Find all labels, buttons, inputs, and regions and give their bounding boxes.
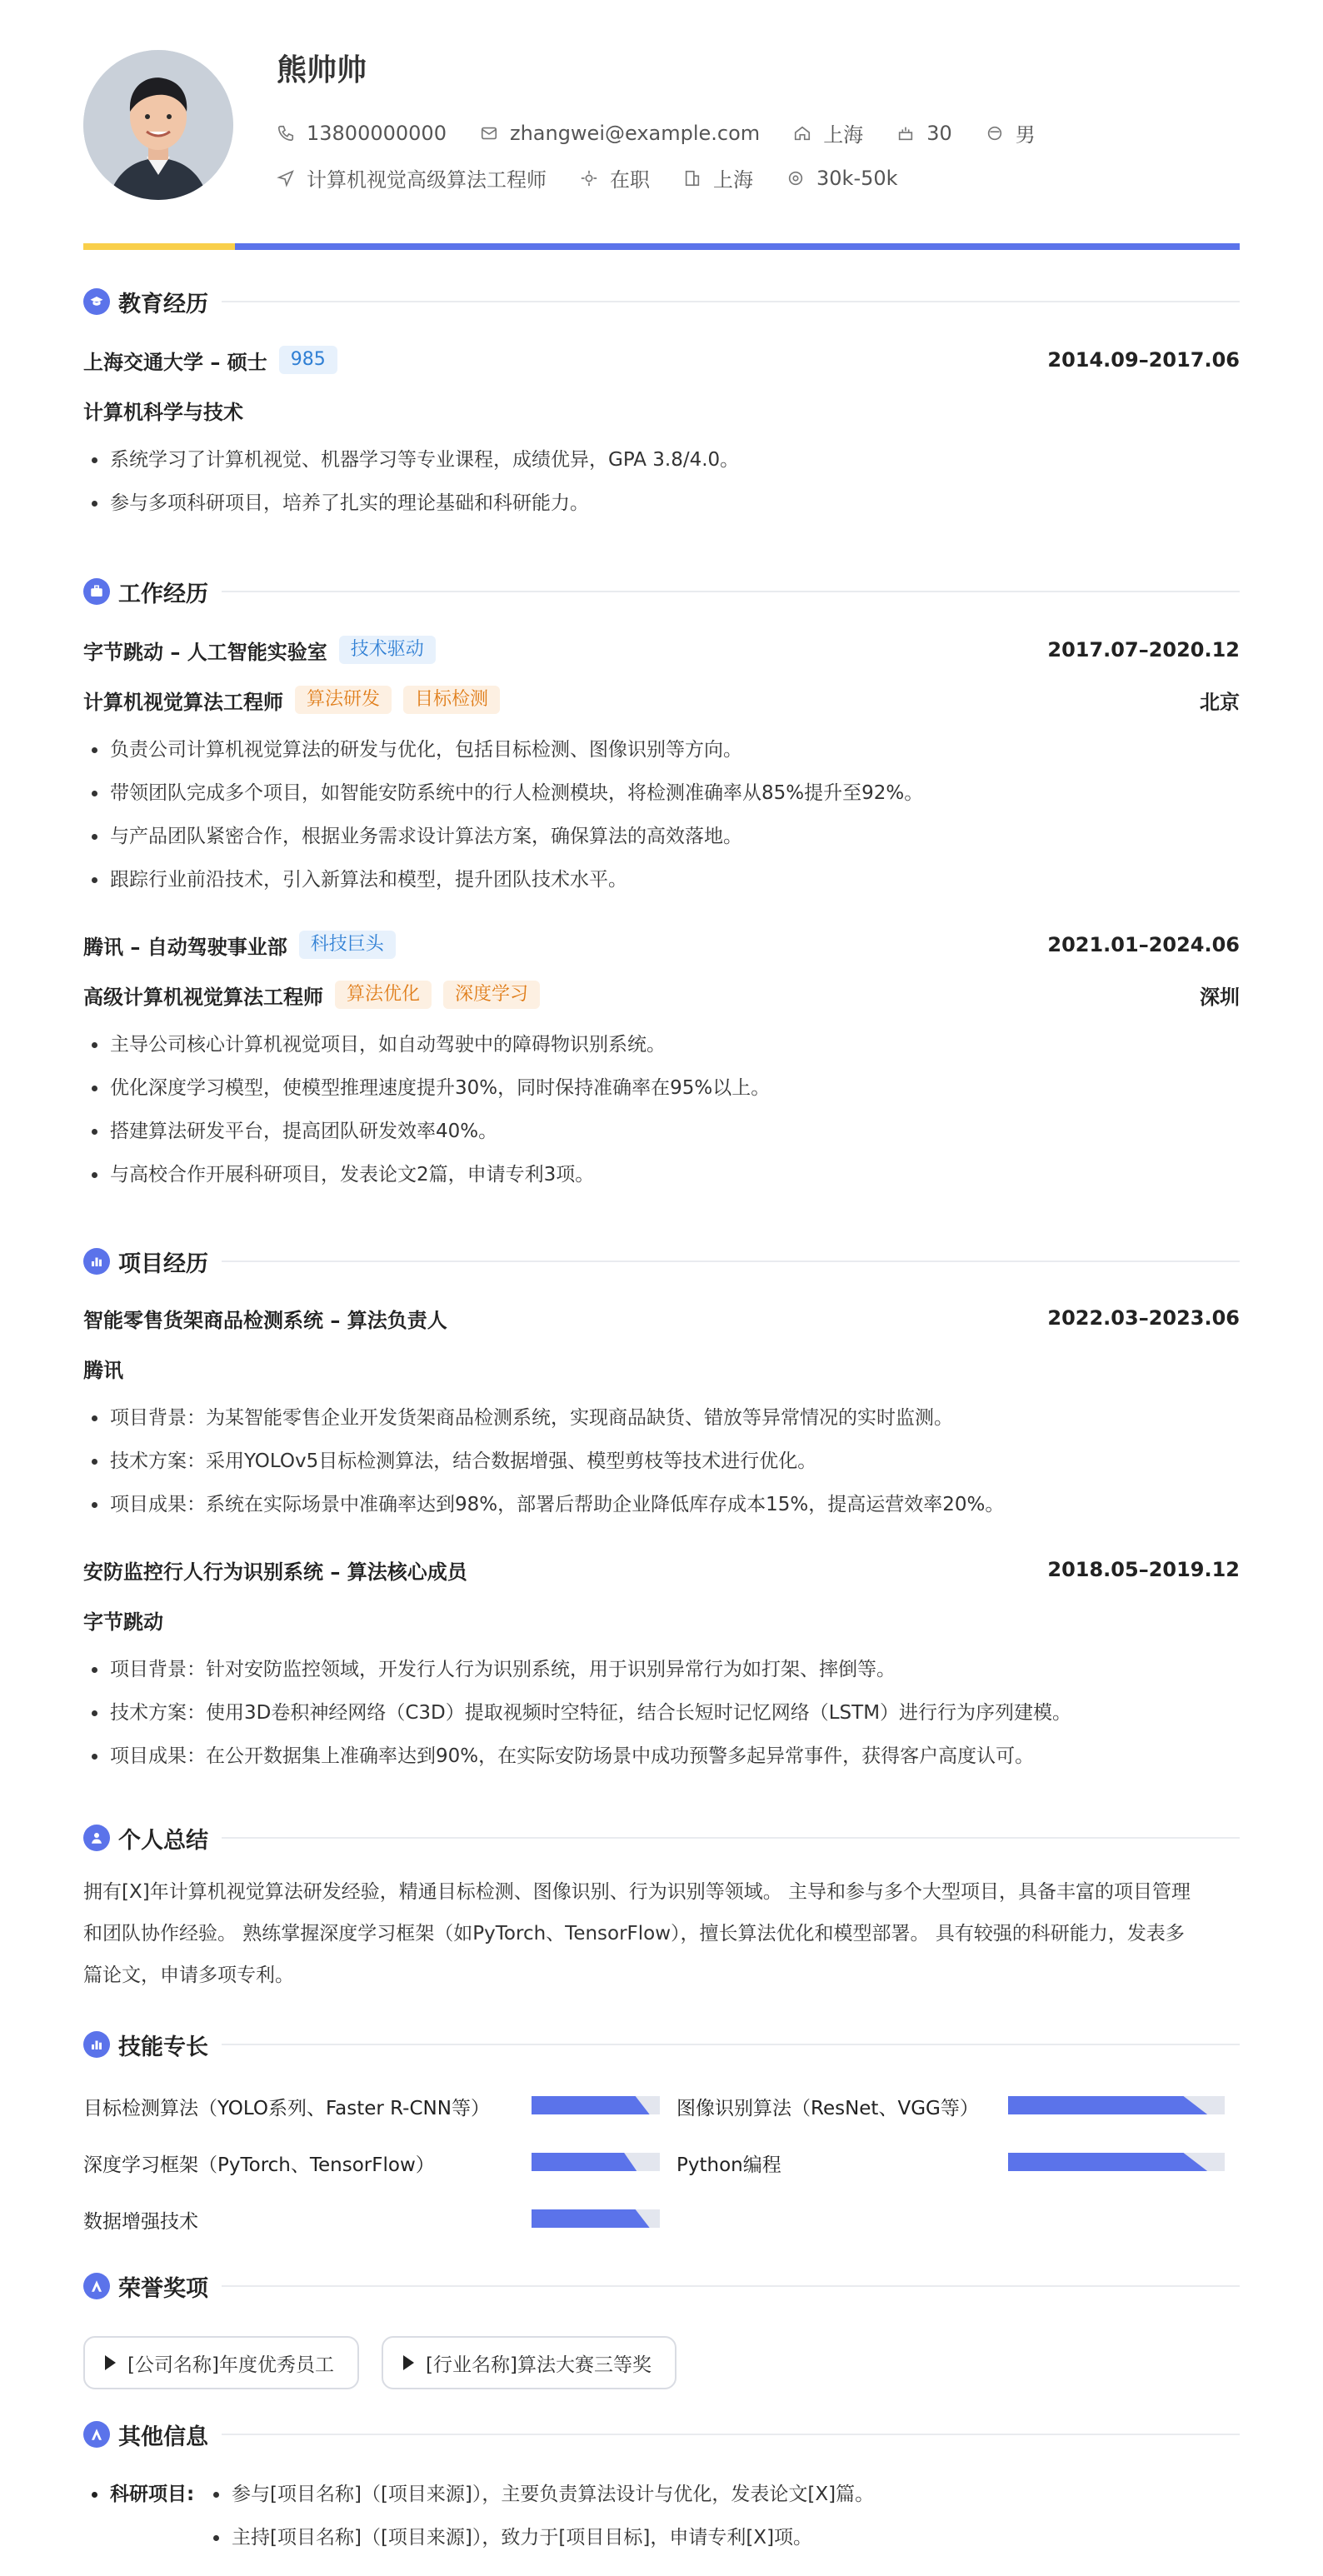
- salary-info: [786, 167, 898, 190]
- skill-bar: [532, 2096, 660, 2114]
- skill-bar: [532, 2153, 660, 2171]
- project-org: 字节跳动: [83, 1610, 163, 1634]
- skill-name: 图像识别算法（ResNet、VGG等）: [676, 2098, 979, 2119]
- gender-text: 男: [1015, 123, 1036, 147]
- skill-bar-fill: [1008, 2096, 1207, 2114]
- avatar: [83, 50, 233, 200]
- header-divider: [83, 243, 1240, 250]
- skills-section: [83, 2028, 1240, 2244]
- project-org-row: [83, 1605, 1240, 1635]
- home-icon: [793, 124, 811, 142]
- skill-bar-fill: [1008, 2153, 1207, 2171]
- skill-name: 数据增强技术: [83, 2211, 198, 2233]
- status-info: [580, 163, 650, 192]
- list-item: 优化深度学习模型，使模型推理速度提升30%，同时保持准确率在95%以上。: [83, 1073, 1240, 1103]
- briefcase-icon: [83, 578, 110, 605]
- role-tag: 深度学习: [443, 981, 540, 1009]
- school-name: 上海交通大学 – 硕士: [83, 350, 267, 374]
- project-org: 腾讯: [83, 1358, 123, 1382]
- gender-icon: [986, 124, 1004, 142]
- education-header-row: [83, 345, 1240, 375]
- section-header: [83, 2418, 1240, 2451]
- contact-row: [277, 118, 1069, 147]
- list-item: 项目背景：针对安防监控领域，开发行人行为识别系统，用于识别异常行为如打架、摔倒等。: [83, 1655, 1240, 1685]
- award-icon: [83, 2273, 110, 2299]
- job-city: 深圳: [1200, 985, 1240, 1009]
- location-text: 上海: [823, 123, 864, 147]
- project-name: 安防监控行人行为识别系统 – 算法核心成员: [83, 1560, 467, 1584]
- job-intent-row: [277, 163, 931, 192]
- skill-bar: [532, 2209, 660, 2228]
- bar-chart-icon: [83, 1248, 110, 1275]
- school-tag: 985: [279, 346, 337, 374]
- education-period: 2014.09–2017.06: [1047, 348, 1240, 372]
- position-text: 计算机视觉高级算法工程师: [307, 168, 547, 192]
- job-role: 计算机视觉算法工程师: [83, 690, 283, 714]
- divider-accent-blue: [235, 243, 1240, 250]
- section-header: [83, 1245, 1240, 1278]
- section-title: 工作经历: [118, 581, 208, 607]
- company-name: 字节跳动 – 人工智能实验室: [83, 640, 327, 664]
- section-divider: [222, 2285, 1240, 2287]
- project-period: 2022.03–2023.06: [1047, 1306, 1240, 1330]
- skill-bar: [1008, 2153, 1225, 2171]
- section-divider: [222, 1261, 1240, 1262]
- divider-accent-yellow: [83, 243, 235, 250]
- list-item: 项目成果：系统在实际场景中准确率达到98%，部署后帮助企业降低库存成本15%，提高运营效率20%。: [83, 1490, 1240, 1520]
- skill-bar: [1008, 2096, 1225, 2114]
- project-header-row: [83, 1555, 1240, 1585]
- section-header: [83, 575, 1240, 608]
- section-header: [83, 2269, 1240, 2303]
- email-text: zhangwei@example.com: [509, 121, 761, 145]
- section-divider: [222, 1837, 1240, 1839]
- company-tag: 技术驱动: [339, 636, 436, 664]
- section-header: [83, 1821, 1240, 1855]
- list-item: 负责公司计算机视觉算法的研发与优化，包括目标检测、图像识别等方向。: [83, 735, 1240, 765]
- section-title: 项目经历: [118, 1251, 208, 1277]
- company-tag: 科技巨头: [299, 931, 396, 959]
- skill-bar-fill: [532, 2209, 650, 2228]
- location-info: [793, 118, 863, 147]
- job-period: 2021.01–2024.06: [1047, 933, 1240, 956]
- project-header-row: [83, 1303, 1240, 1333]
- award-label: [行业名称]算法大赛三等奖: [426, 2354, 652, 2376]
- phone-info: [277, 122, 447, 145]
- project-name: 智能零售货架商品检测系统 – 算法负责人: [83, 1308, 447, 1332]
- section-title: 荣誉奖项: [118, 2275, 208, 2302]
- work-city-text: 上海: [713, 168, 753, 192]
- job-period: 2017.07–2020.12: [1047, 638, 1240, 661]
- projects-section: [83, 1245, 1240, 1778]
- profile-header: [83, 0, 1240, 242]
- job-city: 北京: [1200, 690, 1240, 714]
- phone-text: 13800000000: [307, 121, 447, 145]
- summary-line: 篇论文，申请多项专利。: [83, 1964, 294, 1986]
- other-section: [83, 2418, 1240, 2568]
- list-item: 与产品团队紧密合作，根据业务需求设计算法方案，确保算法的高效落地。: [83, 821, 1240, 851]
- project-org-row: [83, 1353, 1240, 1383]
- list-item: 跟踪行业前沿技术，引入新算法和模型，提升团队技术水平。: [83, 865, 1240, 895]
- summary-section: [83, 1821, 1240, 2004]
- major-name: 计算机科学与技术: [83, 400, 243, 424]
- award-chip: [382, 2336, 676, 2389]
- list-item: 项目成果：在公开数据集上准确率达到90%，在实际安防场景中成功预警多起异常事件，获得客户高度认可。: [83, 1741, 1240, 1771]
- major-row: [83, 395, 1240, 425]
- section-title: 技能专长: [118, 2034, 208, 2060]
- play-icon: [105, 2355, 116, 2370]
- age-info: [896, 122, 952, 145]
- section-divider: [222, 591, 1240, 592]
- building-icon: [683, 169, 701, 187]
- award-label: [公司名称]年度优秀员工: [127, 2354, 334, 2376]
- list-item: 参与多项科研项目，培养了扎实的理论基础和科研能力。: [83, 488, 1240, 518]
- avatar-portrait-icon: [83, 50, 233, 200]
- email-info: [480, 122, 760, 145]
- job-header-row: [83, 930, 1240, 960]
- candidate-name: 熊帅帅: [277, 53, 367, 87]
- skill-bar-fill: [532, 2153, 637, 2171]
- award-chip: [83, 2336, 359, 2389]
- list-item: 参与[项目名称]（[项目来源]），主要负责算法设计与优化，发表论文[X]篇。: [205, 2479, 1240, 2509]
- list-item: 与高校合作开展科研项目，发表论文2篇，申请专利3项。: [83, 1160, 1240, 1190]
- other-label: 科研项目:: [83, 2479, 194, 2509]
- project-period: 2018.05–2019.12: [1047, 1558, 1240, 1581]
- user-icon: [83, 1825, 110, 1851]
- section-header: [83, 2028, 1240, 2061]
- position-info: [277, 163, 547, 192]
- age-text: 30: [926, 121, 952, 145]
- award-icon: [83, 2421, 110, 2448]
- send-icon: [277, 169, 295, 187]
- honors-section: [83, 2269, 1240, 2403]
- section-title: 其他信息: [118, 2424, 208, 2450]
- coin-icon: [786, 169, 805, 187]
- list-item: 技术方案：使用3D卷积神经网络（C3D）提取视频时空特征，结合长短时记忆网络（LSTM）进行行为序列建模。: [83, 1698, 1240, 1728]
- list-item: 带领团队完成多个项目，如智能安防系统中的行人检测模块，将检测准确率从85%提升至92%。: [83, 778, 1240, 808]
- role-tag: 算法优化: [335, 981, 432, 1009]
- gender-info: [986, 118, 1036, 147]
- list-item: 主持[项目名称]（[项目来源]），致力于[项目目标]，申请专利[X]项。: [205, 2523, 1240, 2553]
- skill-name: 深度学习框架（PyTorch、TensorFlow）: [83, 2154, 435, 2176]
- email-icon: [480, 124, 498, 142]
- section-divider: [222, 2434, 1240, 2435]
- role-tag: 算法研发: [295, 686, 392, 714]
- list-item: 技术方案：采用YOLOv5目标检测算法，结合数据增强、模型剪枝等技术进行优化。: [83, 1446, 1240, 1476]
- education-section: [83, 285, 1240, 535]
- list-item: 搭建算法研发平台，提高团队研发效率40%。: [83, 1116, 1240, 1146]
- list-item: 系统学习了计算机视觉、机器学习等专业课程，成绩优异，GPA 3.8/4.0。: [83, 445, 1240, 475]
- summary-line: 拥有[X]年计算机视觉算法研发经验，精通目标检测、图像识别、行为识别等领域。 主导和参与多个大型项目，具备丰富的项目管理: [83, 1881, 1191, 1903]
- company-name: 腾讯 – 自动驾驶事业部: [83, 935, 287, 959]
- work-section: [83, 575, 1240, 1191]
- status-text: 在职: [610, 168, 650, 192]
- job-role: 高级计算机视觉算法工程师: [83, 985, 323, 1009]
- salary-text: 30k-50k: [816, 166, 898, 190]
- job-header-row: [83, 635, 1240, 665]
- summary-text: [83, 1871, 1240, 1996]
- status-icon: [580, 169, 598, 187]
- role-tag: 目标检测: [403, 686, 500, 714]
- graduation-cap-icon: [83, 288, 110, 315]
- summary-line: 和团队协作经验。 熟练掌握深度学习框架（如PyTorch、TensorFlow），擅长算法优化和模型部署。 具有较强的科研能力，发表多: [83, 1923, 1185, 1944]
- phone-icon: [277, 124, 295, 142]
- skill-name: Python编程: [676, 2154, 781, 2176]
- section-header: [83, 285, 1240, 318]
- section-title: 教育经历: [118, 291, 208, 317]
- skill-bar-fill: [532, 2096, 650, 2114]
- section-divider: [222, 301, 1240, 302]
- section-divider: [222, 2044, 1240, 2045]
- work-city-info: [683, 163, 753, 192]
- play-icon: [403, 2355, 414, 2370]
- cake-icon: [896, 124, 915, 142]
- job-role-row: [83, 980, 1240, 1010]
- bar-chart-icon: [83, 2031, 110, 2058]
- honors-list: [83, 2336, 1240, 2389]
- list-item: 主导公司核心计算机视觉项目，如自动驾驶中的障碍物识别系统。: [83, 1030, 1240, 1060]
- list-item: 项目背景：为某智能零售企业开发货架商品检测系统，实现商品缺货、错放等异常情况的实时监测。: [83, 1403, 1240, 1433]
- job-role-row: [83, 685, 1240, 715]
- skill-name: 目标检测算法（YOLO系列、Faster R-CNN等）: [83, 2098, 490, 2119]
- section-title: 个人总结: [118, 1827, 208, 1854]
